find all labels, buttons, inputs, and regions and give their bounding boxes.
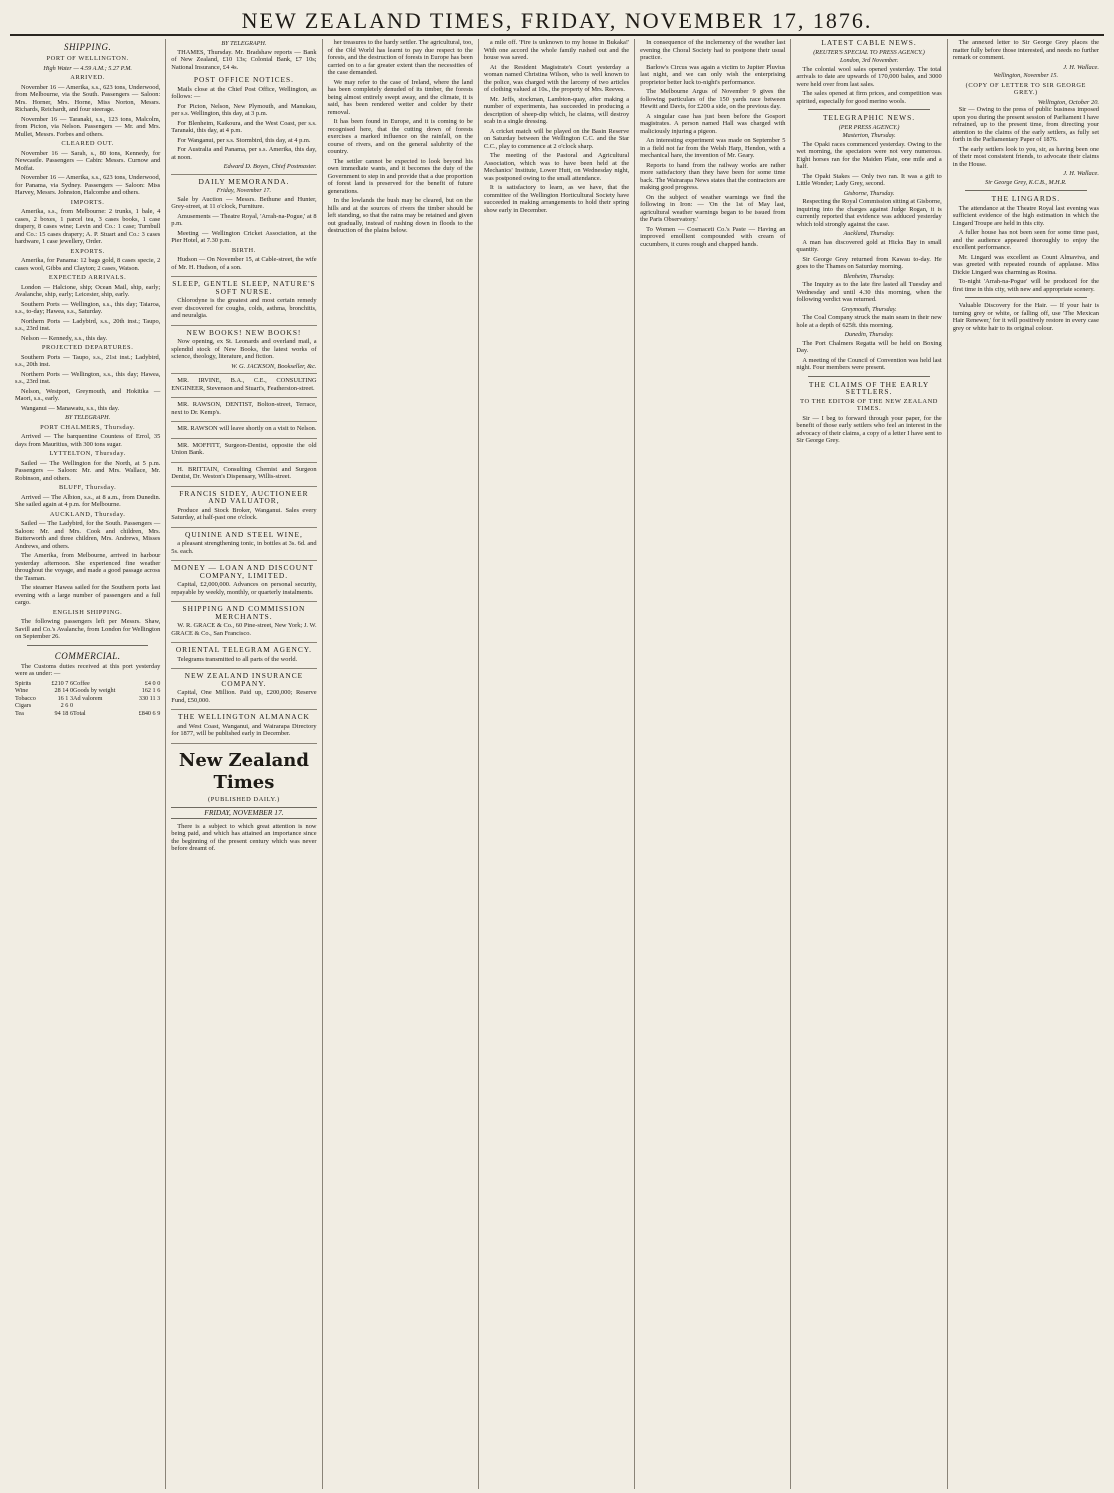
paragraph: Reports to hand from the railway works are rather more satisfactory than they have been for some time back. The Wairarapa News states that the contractors are making good progress.	[640, 161, 786, 191]
paragraph: Nelson — Kennedy, s.s., this day.	[21, 334, 108, 342]
duties-table	[15, 680, 160, 718]
sub-heading: TO THE EDITOR OF THE NEW ZEALAND TIMES.	[800, 397, 938, 412]
ad-heading: POST OFFICE NOTICES.	[193, 75, 294, 84]
paragraph: MR. RAWSON, DENTIST, Bolton-street, Terrace, next to Dr. Kemp's.	[171, 401, 317, 416]
masthead-title: NEW ZEALAND TIMES, FRIDAY, NOVEMBER 17, 1876.	[241, 8, 873, 33]
advertisement	[171, 422, 316, 439]
dateline: Gisborne, Thursday.	[843, 189, 895, 197]
table-row	[15, 695, 160, 703]
paragraph: MR. MOFFITT, Surgeon-Dentist, opposite the old Union Bank.	[171, 441, 317, 456]
paragraph: The following passengers left per Messrs. Shaw, Savill and Co.'s Avalanche, from London for Wellington on September 26.	[15, 618, 161, 640]
paragraph: Mr. Jeffs, stockman, Lambton-quay, after making a number of experiments, has succeeded in producing a description of sheep-dip which, he claims, will destroy scab in a single dressing.	[483, 95, 630, 125]
paragraph: The Inquiry as to the late fire lasted all Tuesday and Wednesday and until 4.30 this morning, when the following verdict was returned.	[796, 281, 942, 303]
section-heading: LATEST CABLE NEWS.	[821, 39, 917, 47]
leader-date: FRIDAY, NOVEMBER 17.	[171, 807, 316, 819]
paragraph: In consequence of the inclemency of the weather last evening the Choral Society had to postpone their usual practice.	[640, 39, 786, 61]
paragraph: The steamer Hawea sailed for the Southern ports last evening with a large number of passengers and a full cargo.	[15, 584, 161, 606]
sub-heading: (PER PRESS AGENCY.)	[838, 123, 900, 131]
paragraph: Sir — Owing to the press of public business imposed upon you during the present session of Parliament I have refrained, up to the present time, from directing your attention to the claims of the early settlers, as fully set forth in the Parliamentary Paper of 1876.	[952, 106, 1099, 143]
table-cell: Goods by weight	[73, 687, 116, 694]
paragraph: Barlow's Circus was again a victim to Jupiter Pluvius last night, and we can only wish the enterprising proprietor better luck to-night's performance.	[640, 63, 786, 86]
paragraph: THAMES, Thursday. Mr. Bradshaw reports — Bank of New Zealand, £10 13s; Colonial Bank, £7 10s; National Insurance, £4 4s.	[171, 48, 317, 71]
paragraph: Arrived — The Albion, s.s., at 8 a.m., from Dunedin. She sailed again at 4 p.m. for Melbourne.	[15, 493, 161, 508]
section-heading: COMMERCIAL.	[54, 650, 121, 661]
advertisement	[171, 439, 316, 463]
dateline: BLUFF, Thursday.	[58, 484, 117, 491]
column-7	[948, 39, 1104, 1489]
paragraph: Capital, £2,000,000. Advances on personal security, repayable by weekly, monthly, or quarterly instalments.	[171, 581, 317, 596]
section-heading: THE CLAIMS OF THE EARLY SETTLERS.	[808, 379, 930, 396]
paragraph: Telegrams transmitted to all parts of the world.	[177, 655, 298, 663]
divider	[965, 297, 1087, 298]
paragraph: Sale by Auction — Messrs. Bethune and Hunter, Grey-street, at 11 o'clock, Furniture.	[171, 195, 317, 210]
paragraph: Hudson — On November 15, at Cable-street, the wife of Mr. H. Hudson, of a son.	[171, 256, 317, 271]
column-3	[323, 39, 479, 1489]
paragraph: November 16 — Taranaki, s.s., 123 tons, Malcolm, from Picton, via Nelson. Passengers — Mr. and Mrs. Mullet, Messrs. Forbes and others.	[15, 115, 161, 138]
paragraph: A meeting of the Council of Convention was held last night. Four members were present.	[796, 356, 942, 371]
signature: J. H. Wallace.	[1063, 63, 1099, 71]
dateline: Wellington, October 20.	[1037, 98, 1099, 106]
high-water: High Water — 4.59 A.M.; 5.27 P.M.	[43, 64, 132, 72]
paragraph: Amerika, for Panama: 12 bags gold, 8 cases specie, 2 cases wool, Gibbs and Clayton; 2 cases, Watson.	[15, 257, 161, 272]
paragraph: Sailed — The Wellington for the North, at 5 p.m. Passengers — Saloon: Mr. and Mrs. Wallace, Mr. Robinson, and others.	[15, 459, 161, 482]
advertisement	[171, 277, 316, 326]
sub-heading: EXPECTED ARRIVALS.	[48, 274, 127, 281]
paragraph: There is a subject to which great attention is now being paid, and which has attained an importance since the beginning of the present century which was never before dreamt of.	[171, 822, 317, 852]
ad-heading: NEW ZEALAND INSURANCE COMPANY.	[184, 671, 304, 688]
divider	[808, 109, 929, 110]
divider	[27, 645, 148, 646]
daily-memoranda	[171, 175, 316, 278]
paragraph: and West Coast, Wanganui, and Wairarapa Directory for 1877, will be published early in December.	[171, 722, 317, 737]
paragraph: MR. RAWSON will leave shortly on a visit to Nelson.	[177, 425, 317, 432]
paragraph: We may refer to the case of Ireland, where the land has been completely denuded of its timber, the forests being almost entirely swept away, and the climate, it is said, has been rendered wetter and colder by their removal.	[327, 78, 473, 116]
sub-heading: CLEARED OUT.	[61, 140, 114, 147]
paragraph: London — Halcione, ship; Ocean Mail, ship, early; Avalanche, ship, early; Leicester, ship, early.	[15, 283, 161, 298]
paragraph: It has been found in Europe, and it is coming to be recognised here, that the cutting down of forests exercises a marked influence on the rainfall, on the course of rivers, and on the general salubrity of the country.	[327, 118, 473, 155]
table-cell: 2 6 0	[60, 702, 74, 709]
paragraph: Southern Ports — Wellington, s.s., this day; Taiaroa, s.s., to-day; Hawea, s.s., Saturday.	[15, 300, 161, 315]
table-cell: 28 14 0	[54, 687, 74, 694]
sub-heading: BY TELEGRAPH.	[221, 40, 267, 47]
sub-heading: ARRIVED.	[70, 74, 106, 81]
signature: Edward D. Boyes, Chief Postmaster.	[223, 163, 317, 170]
dateline: AUCKLAND, Thursday.	[49, 510, 126, 518]
table-cell: Tobacco	[15, 694, 36, 702]
paragraph: A fuller house has not been seen for some time past, and the audience appeared thoroughly to enjoy the excellent performance.	[952, 229, 1099, 251]
paper-nameplate: New Zealand Times	[178, 749, 309, 793]
paragraph: The Opaki races commenced yesterday. Owing to the wet morning, the spectators were not very numerous. Eight horses ran for the Maiden Plate, one mile and a half.	[796, 140, 942, 170]
divider	[965, 190, 1087, 191]
table-cell: Spirits	[15, 679, 32, 687]
dateline: London, 3rd November.	[839, 57, 899, 64]
paragraph: For Picton, Nelson, New Plymouth, and Manukau, per s.s. Wellington, this day, at 3 p.m.	[171, 102, 317, 117]
paragraph: Sir — I beg to forward through your paper, for the benefit of those early settlers who feel an interest in the advocacy of their claims, a copy of a letter I have sent to Sir George Grey.	[796, 414, 942, 444]
sub-heading: PROJECTED DEPARTURES.	[41, 344, 134, 351]
paragraph: Arrived — The barquentine Countess of Errol, 35 days from Mauritius, with 300 tons sugar.	[15, 433, 161, 448]
paragraph: Sailed — The Ladybird, for the South. Passengers — Saloon: Mr. and Mrs. Cook and children, Mrs. Butterworth and three children, Mrs. Andrews, Misses Andrews, and others.	[15, 520, 161, 550]
paragraph: H. BRITTAIN, Consulting Chemist and Surgeon Dentist, Dr. Weston's Dispensary, Willis-street.	[171, 465, 317, 480]
dateline: Masterton, Thursday.	[842, 132, 896, 139]
paragraph: A man has discovered gold at Hicks Bay in small quantity.	[796, 238, 942, 253]
table-cell: 94 18 6	[54, 709, 74, 717]
paragraph: The Melbourne Argus of November 9 gives the following particulars of the 150 yards race between Hewitt and Davis, for £200 a side, on the previous day.	[640, 88, 786, 110]
advertisement	[171, 710, 316, 744]
paragraph: The early settlers look to you, sir, as having been one of their most consistent friends, to advocate their claims in the House.	[952, 145, 1099, 168]
paragraph: In the lowlands the bush may be cleared, but on the hills and at the sources of rivers the timber should be left standing, so that the rains may be retained and given out gradually, instead of rushing down in floods to the destruction of the plains below.	[327, 197, 473, 234]
sub-heading: BIRTH.	[231, 246, 256, 254]
paragraph: The annexed letter to Sir George Grey places the matter fully before those interested, and needs no further remark or comment.	[952, 39, 1099, 61]
paragraph: The Amerika, from Melbourne, arrived in harbour yesterday afternoon. She experienced fine weather throughout the voyage, and made a good passage across the Tasman.	[15, 552, 161, 582]
ad-heading: DAILY MEMORANDA.	[198, 176, 290, 186]
column-2	[166, 39, 322, 1489]
paragraph: To Women — Cosmaceti Co.'s Paste — Having an improved emollient compounded with cream of cucumbers, it cures rough and chapped hands.	[640, 225, 786, 248]
paragraph: Northern Ports — Wellington, s.s., this day; Hawea, s.s., 23rd inst.	[15, 370, 161, 385]
sub-heading: IMPORTS.	[70, 198, 105, 206]
paragraph: For Wanganui, per s.s. Stormbird, this day, at 4 p.m.	[177, 136, 311, 144]
paragraph: November 16 — Amerika, s.s., 623 tons, Underwood, for Panama, via Sydney. Passengers — Saloon: Miss Harvey, Messrs. Johnston, Halcombe and others.	[15, 174, 161, 196]
paragraph: her treasures to the hardy settler. The agricultural, too, of the Old World has learnt to pay due respect to the forests, and the destruction of forests in Europe has been carried on to a far greater extent than the necessities of the case demanded.	[327, 39, 473, 76]
ad-heading: QUININE AND STEEL WINE,	[185, 529, 303, 539]
column-1	[10, 39, 166, 1489]
paragraph: To-night 'Arrah-na-Pogue' will be produced for the first time in this city, with new and appropriate scenery.	[952, 278, 1099, 293]
paragraph: The attendance at the Theatre Royal last evening was sufficient evidence of the high estimation in which the Lingard Troupe are held in this city.	[952, 204, 1099, 227]
paragraph: Wanganui — Manawatu, s.s., this day.	[21, 404, 120, 412]
ad-heading: ORIENTAL TELEGRAM AGENCY.	[175, 645, 312, 654]
paragraph: Amerika, s.s., from Melbourne: 2 trunks, 1 bale, 4 cases, 2 boxes, 1 parcel tea, 3 cases books, 1 case drapery, 8 cases wine; Levin and Co.: 1 case; Turnbull and Co.: 15 cases drapery; A. P. Stuart and Co.: 3 cases hardware, 1 case jewellery, Order.	[15, 208, 161, 245]
signature: W. G. JACKSON, Bookseller, &c.	[231, 362, 317, 370]
paragraph: a pleasant strengthening tonic, in bottles at 3s. 6d. and 5s. each.	[171, 540, 317, 555]
table-cell: 330 11 3	[138, 694, 161, 702]
column-4	[479, 39, 635, 1489]
paragraph: An interesting experiment was made on September 5 in a field not far from the Welsh Harp, Hendon, with a mechanical hare, the invention of Mr. Geary.	[640, 137, 786, 159]
ad-heading: MONEY — LOAN AND DISCOUNT COMPANY, LIMITED.	[173, 563, 314, 580]
paragraph: The meeting of the Pastoral and Agricultural Association, which was to have been held at the Mechanics' Institute, Lower Hutt, on Wednesday night, was postponed owing to the small attendance.	[483, 152, 630, 182]
paragraph: Chlorodyne is the greatest and most certain remedy ever discovered for coughs, colds, asthma, bronchitis, and neuralgia.	[171, 297, 317, 319]
paragraph: Sir George Grey returned from Kawau to-day. He goes to the Thames on Saturday morning.	[796, 255, 942, 270]
paragraph: Mr. Lingard was excellent as Count Almaviva, and was greeted with repeated rounds of applause. Miss Dickie Lingard was charming as Rosina.	[952, 253, 1099, 276]
advertisement	[171, 326, 316, 375]
dateline: Friday, November 17.	[216, 187, 272, 194]
paragraph: Respecting the Royal Commission sitting at Gisborne, inquiring into the charges against Judge Rogan, it is currently reported that evidence was adduced yesterday which told strongly against the case.	[796, 198, 942, 228]
sub-heading: PORT OF WELLINGTON.	[46, 55, 129, 62]
signature: J. H. Wallace.	[1063, 170, 1099, 177]
masthead	[10, 6, 1104, 36]
advertisement	[171, 487, 316, 528]
paragraph: At the Resident Magistrate's Court yesterday a woman named Christina Wilson, who is well known to the police, was charged with the larceny of two articles of clothing valued at 10s., the property of Mrs. Reeves.	[483, 63, 630, 93]
paragraph: The Coal Company struck the main seam in their new hole at a depth of 625ft. this morning.	[796, 314, 942, 329]
paragraph: Valuable Discovery for the Hair. — If your hair is turning grey or white, or falling off, use 'The Mexican Hair Renewer,' for it will positively restore in every case grey or white hair to its original colour.	[952, 302, 1099, 332]
sub-heading: (COPY OF LETTER TO SIR GEORGE GREY.)	[965, 81, 1087, 96]
paragraph: The Customs duties received at this port yesterday were as under: —	[15, 662, 161, 677]
paragraph: A cricket match will be played on the Basin Reserve on Saturday between the Wellington C.C. and the Star C.C., play to commence at 2 o'clock sharp.	[483, 127, 630, 150]
table-row	[15, 687, 160, 695]
table-cell: £840 6 9	[138, 709, 161, 717]
paragraph: Produce and Stock Broker, Wanganui. Sales every Saturday, at half-past one o'clock.	[171, 506, 317, 521]
post-office-notice	[171, 73, 316, 175]
advertisement	[171, 602, 316, 643]
table-cell: £4 0 0	[144, 679, 161, 687]
table-row	[15, 680, 160, 688]
paragraph: For Australia and Panama, per s.s. Amerika, this day, at noon.	[171, 146, 317, 161]
columns	[10, 39, 1104, 1489]
paragraph: For Blenheim, Kaikoura, and the West Coast, per s.s. Taranaki, this day, at 4 p.m.	[171, 119, 317, 134]
advertisement	[171, 669, 316, 710]
table-cell	[73, 702, 131, 710]
paragraph: a mile off. 'Fire is unknown to my house in Bukaka!' With one accord the whole family rushed out and the house was saved.	[483, 39, 630, 61]
ad-heading: SHIPPING AND COMMISSION MERCHANTS.	[182, 604, 306, 621]
section-heading: THE LINGARDS.	[991, 194, 1061, 203]
paragraph: MR. IRVINE, B.A., C.E., CONSULTING ENGINEER, Stevenson and Stuart's, Featherston-street.	[171, 377, 317, 392]
paragraph: The sales opened at firm prices, and competition was spirited, especially for good merino wools.	[796, 90, 942, 105]
paragraph: The Port Chalmers Regatta will be held on Boxing Day.	[796, 339, 942, 354]
table-row	[15, 702, 160, 710]
addressee: Sir George Grey, K.C.B., M.H.R.	[985, 178, 1067, 186]
paragraph: Amusements — Theatre Royal, 'Arrah-na-Pogue,' at 8 p.m.	[171, 212, 317, 227]
table-cell: £210 7 6	[51, 679, 74, 687]
table-cell: Wine	[15, 687, 29, 694]
paragraph: The colonial wool sales opened yesterday. The total arrivals to date are upwards of 170,000 bales, and 3000 were held over from last sales.	[796, 65, 942, 88]
paragraph: On the subject of weather warnings we find the following in Iron: — 'On the 1st of May last, agricultural weather warnings began to be issued from the Paris Observatory.'	[640, 193, 786, 223]
dateline: Wellington, November 15.	[993, 72, 1059, 79]
advertisement	[171, 374, 316, 398]
table-cell: Total	[73, 709, 86, 717]
paragraph: Northern Ports — Ladybird, s.s., 20th inst.; Taupo, s.s., 23rd inst.	[15, 317, 161, 332]
dateline: Auckland, Thursday.	[843, 230, 895, 237]
table-cell: Cigars	[15, 702, 32, 709]
advertisement	[171, 463, 316, 487]
section-heading: SHIPPING.	[64, 42, 112, 52]
column-6	[791, 39, 947, 1489]
table-row	[15, 710, 160, 718]
section-heading: TELEGRAPHIC NEWS.	[822, 113, 916, 122]
table-cell: Coffee	[73, 679, 90, 687]
advertisement	[171, 643, 316, 669]
ad-heading: NEW BOOKS! NEW BOOKS!	[186, 327, 302, 337]
advertisement	[171, 398, 316, 422]
dateline: LYTTELTON, Thursday.	[49, 450, 126, 457]
table-cell: Ad valorem	[73, 694, 103, 702]
table-cell	[131, 702, 161, 710]
paragraph: November 16 — Sarah, s., 80 tons, Kennedy, for Newcastle. Passengers — Cabin: Messrs. Curnow and Moffat.	[15, 149, 161, 172]
paragraph: Nelson, Westport, Greymouth, and Hokitika — Maori, s.s., early.	[15, 387, 161, 402]
advertisement	[171, 528, 316, 562]
paragraph: A singular case has just been before the Gosport magistrates. A person named Hall was charged with maliciously injuring a pigeon.	[640, 112, 786, 135]
divider	[808, 376, 929, 377]
table-cell: 16 1 3	[57, 694, 74, 702]
paragraph: W. R. GRACE & Co., 60 Pine-street, New York; J. W. GRACE & Co., San Francisco.	[171, 622, 317, 637]
paragraph: The settler cannot be expected to look beyond his own immediate wants, and it becomes the duty of the Government to step in and provide that a due proportion of forest land is preserved for the benefit of future generations.	[327, 157, 473, 195]
paragraph: Mails close at the Chief Post Office, Wellington, as follows: —	[171, 85, 317, 100]
paragraph: Southern Ports — Taupo, s.s., 21st inst.; Ladybird, s.s., 20th inst.	[15, 353, 161, 368]
table-cell: 162 1 6	[141, 687, 161, 694]
advertisement	[171, 561, 316, 602]
paragraph: Capital, One Million. Paid up, £200,000; Reserve Fund, £50,000.	[171, 689, 317, 704]
paragraph: It is satisfactory to learn, as we have, that the committee of the Wellington Horticultural Society have succeeded in making arrangements to hold their spring show early in December.	[483, 184, 630, 214]
dateline: PORT CHALMERS, Thursday.	[40, 423, 136, 431]
dateline: Greymouth, Thursday.	[841, 305, 897, 313]
sub-heading: (REUTER'S SPECIAL TO PRESS AGENCY.)	[813, 48, 925, 56]
paragraph: Now opening, ex St. Leonards and overland mail, a splendid stock of New Books, the latest works of science, theology, literature, and fiction.	[171, 338, 317, 360]
column-5	[635, 39, 791, 1489]
paragraph: The Opaki Stakes — Only two ran. It was a gift to Little Wonder; Lady Grey, second.	[796, 172, 942, 187]
paragraph: Meeting — Wellington Cricket Association, at the Pier Hotel, at 7.30 p.m.	[171, 229, 317, 244]
paragraph: November 16 — Amerika, s.s., 623 tons, Underwood, from Melbourne, via the South. Passengers — Saloon: Mrs. Horner, Mrs. Horne, Miss Norton, Messrs. Richards, Reichardt, and four steerage.	[15, 83, 161, 113]
sub-heading: BY TELEGRAPH.	[65, 414, 111, 421]
dateline: Dunedin, Thursday.	[844, 331, 894, 338]
ad-heading: THE WELLINGTON ALMANACK	[177, 712, 310, 721]
dateline: Blenheim, Thursday.	[843, 272, 895, 280]
sub-heading: EXPORTS.	[70, 247, 105, 255]
ad-heading: FRANCIS SIDEY, AUCTIONEER AND VALUATOR,	[179, 488, 309, 505]
table-cell: Tea	[15, 709, 24, 717]
sub-heading: ENGLISH SHIPPING.	[52, 608, 123, 616]
ad-heading: SLEEP, GENTLE SLEEP, NATURE'S SOFT NURSE.	[172, 279, 316, 296]
nameplate-subtitle: (PUBLISHED DAILY.)	[208, 795, 280, 803]
